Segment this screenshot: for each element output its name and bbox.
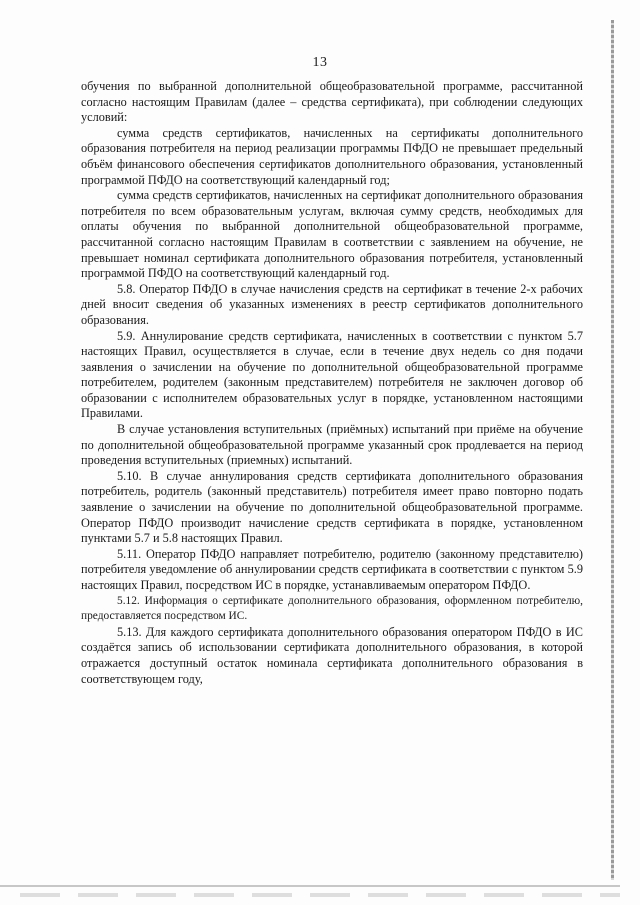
paragraph-5-10: 5.10. В случае аннулирования средств сертификата дополнительного образования потребитель, родитель (законный представитель) потребителя имеет право повторно подать заявление о зачислении на обучение по дополнительной общеобразовательной программе. Оператор ПФДО производит начисление средств сертификата в порядке, установленном пунктами 5.7 и 5.8 настоящих Правил. bbox=[81, 468, 583, 546]
paragraph-condition-2: сумма средств сертификатов, начисленных на сертификат дополнительного образования потребителя по всем образовательным услугам, включая сумму средств, необходимых для оплаты обучения по выбранной дополнительной общеобразовательной программе, рассчитанной согласно настоящим Правилам в соответствии с заявлением на обучение, не превышает номинал сертификата дополнительного образования потребителя, установленный программой ПФДО на соответствующий календарный год. bbox=[81, 188, 583, 281]
paragraph-entrance-exams: В случае установления вступительных (приёмных) испытаний при приёме на обучение по дополнительной общеобразовательной программе указанный срок продлевается на период проведения вступительных (приемных) испытаний. bbox=[81, 422, 583, 468]
scan-edge-right bbox=[611, 20, 614, 880]
page-number: 13 bbox=[312, 55, 328, 70]
paragraph-5-12: 5.12. Информация о сертификате дополнительного образования, оформленном потребителю, предоставляется посредством ИС. bbox=[81, 594, 583, 623]
scan-edge-bottom bbox=[0, 885, 620, 887]
paragraph-continuation: обучения по выбранной дополнительной общеобразовательной программе, рассчитанной согласно настоящим Правилам (далее – средства сертификата), при соблюдении следующих условий: bbox=[81, 79, 583, 125]
paragraph-5-8: 5.8. Оператор ПФДО в случае начисления средств на сертификат в течение 2-х рабочих дней вносит сведения об указанных изменениях в реестр сертификатов дополнительного образования. bbox=[81, 281, 583, 327]
paragraph-5-11: 5.11. Оператор ПФДО направляет потребителю, родителю (законному представителю) потребителя уведомление об аннулировании средств сертификата в соответствии с пунктом 5.9 настоящих Правил, посредством ИС в порядке, устанавливаемым оператором ПФДО. bbox=[81, 546, 583, 592]
paragraph-5-9: 5.9. Аннулирование средств сертификата, начисленных в соответствии с пунктом 5.7 настоящих Правил, осуществляется в случае, если в течение двух недель со дня подачи заявления о зачислении на обучение по дополнительной общеобразовательной программе потребителем, родителем (законным представителем) потребителя не заключен договор об образовании с исполнителем образовательных услуг в порядке, установленном настоящими Правилами. bbox=[81, 328, 583, 421]
paragraph-condition-1: сумма средств сертификатов, начисленных на сертификаты дополнительного образования потребителя на период реализации программы ПФДО не превышает предельный объём финансового обеспечения сертификатов дополнительного образования, установленный программой ПФДО на соответствующий календарный год; bbox=[81, 125, 583, 187]
paragraph-5-13: 5.13. Для каждого сертификата дополнительного образования оператором ПФДО в ИС создаётся запись об использовании сертификата дополнительного образования, в которой отражается доступный остаток номинала сертификата дополнительного образования в соответствующем году, bbox=[81, 624, 583, 686]
scan-artifacts-bottom bbox=[20, 893, 620, 897]
document-body bbox=[81, 79, 583, 687]
